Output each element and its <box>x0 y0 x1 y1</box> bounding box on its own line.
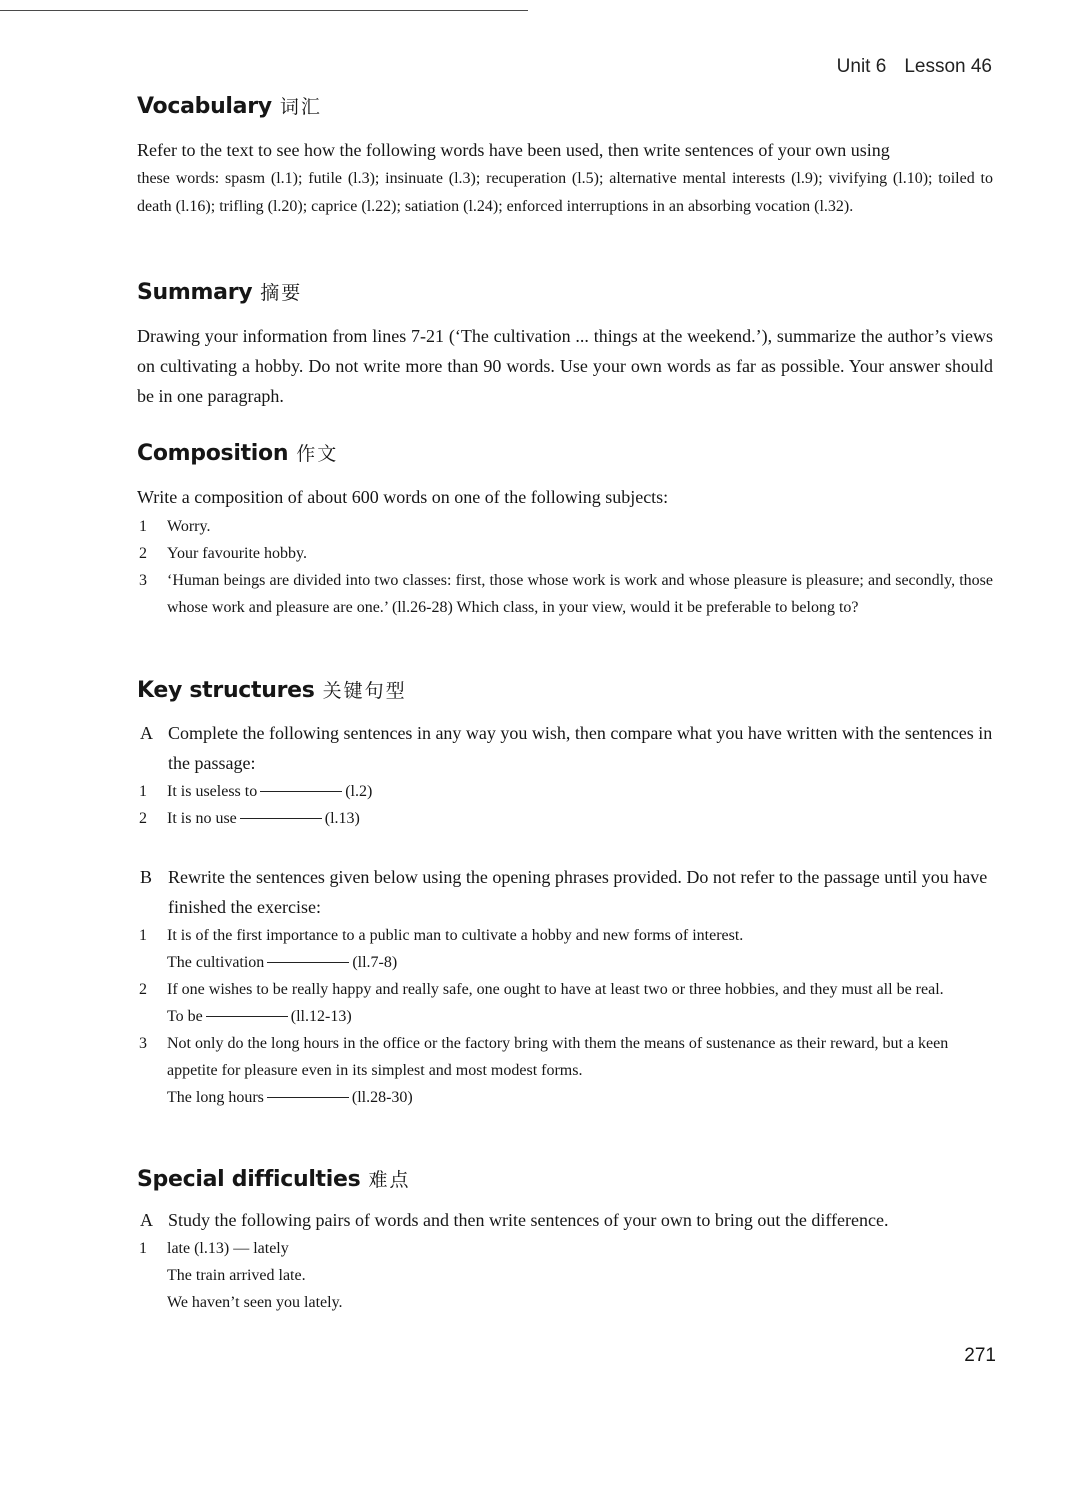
list-item <box>137 922 993 976</box>
item-text: Your favourite hobby. <box>167 545 307 562</box>
item-prefix: It is useless to <box>167 783 258 800</box>
list-item <box>137 1030 993 1111</box>
list-item <box>137 1235 993 1316</box>
exercise-letter: A <box>140 1210 153 1230</box>
example-sentence: We haven’t seen you lately. <box>167 1294 343 1311</box>
item-number: 1 <box>139 518 147 535</box>
list-item <box>137 805 993 832</box>
composition-title-zh: 作文 <box>296 443 339 465</box>
answer-blank <box>267 962 349 963</box>
section-title <box>137 92 993 122</box>
section-title <box>137 278 993 308</box>
exercise-instruction: Rewrite the sentences given below using the opening phrases provided. Do not refer to the passage until you have finished the exercise: <box>168 867 988 917</box>
answer-blank <box>206 1016 288 1017</box>
item-sentence: Not only do the long hours in the office or the factory bring with them the means of sustenance as their reward, but a keen appetite for pleasure even in its simplest and most modest forms. <box>167 1035 949 1079</box>
item-sentence: It is of the first importance to a public man to cultivate a hobby and new forms of interest. <box>167 927 744 944</box>
list-item <box>137 976 993 1030</box>
line-reference: (ll.7-8) <box>352 954 398 971</box>
item-text: Worry. <box>167 518 211 535</box>
special-difficulties-title-zh: 难点 <box>368 1169 411 1191</box>
answer-blank <box>267 1097 349 1098</box>
item-number: 2 <box>139 545 147 562</box>
section-title <box>137 676 993 706</box>
line-reference: (ll.12-13) <box>290 1008 352 1025</box>
vocabulary-title: Vocabulary <box>137 94 272 119</box>
word-pair: late (l.13) — lately <box>167 1240 289 1257</box>
example-sentence: The train arrived late. <box>167 1267 306 1284</box>
opening-phrase: The long hours <box>167 1089 264 1106</box>
special-difficulties-title: Special difficulties <box>137 1167 361 1192</box>
item-prefix: It is no use <box>167 810 237 827</box>
line-reference: (l.13) <box>324 810 360 827</box>
summary-title: Summary <box>137 280 253 305</box>
item-number: 3 <box>139 1035 147 1052</box>
item-number: 2 <box>139 981 147 998</box>
page-number: 271 <box>964 1345 996 1366</box>
exercise-a <box>137 718 993 778</box>
vocabulary-intro: Refer to the text to see how the following words have been used, then write sentences of your own using <box>137 140 890 160</box>
item-number: 1 <box>139 783 147 800</box>
exercise-instruction: Study the following pairs of words and then write sentences of your own to bring out the difference. <box>168 1210 889 1230</box>
list-item <box>137 567 993 621</box>
exercise-instruction: Complete the following sentences in any way you wish, then compare what you have written with the sentences in the passage: <box>168 723 993 773</box>
exercise-letter: B <box>140 867 153 887</box>
answer-blank <box>240 818 322 819</box>
running-head <box>837 56 992 78</box>
summary-section <box>137 278 993 411</box>
answer-blank <box>260 791 342 792</box>
item-number: 1 <box>139 1240 147 1257</box>
exercise-b <box>137 862 993 922</box>
exercise-letter: A <box>140 723 153 743</box>
vocabulary-title-zh: 词汇 <box>279 96 322 118</box>
key-structures-title-zh: 关键句型 <box>322 680 407 702</box>
section-title <box>137 1165 993 1195</box>
exercise-a <box>137 1205 993 1235</box>
summary-title-zh: 摘要 <box>260 282 303 304</box>
item-number: 1 <box>139 927 147 944</box>
item-text: ‘Human beings are divided into two classes: first, those whose work is work and whose pleasure is pleasure; and secondly, those whose work and pleasure are one.’ (ll.26-28) Which class, in your view, would it be preferable to belong to? <box>167 572 993 616</box>
key-structures-title: Key structures <box>137 678 315 703</box>
unit-label: Unit 6 <box>836 56 887 77</box>
list-item <box>137 778 993 805</box>
item-number: 3 <box>139 572 147 589</box>
line-reference: (ll.28-30) <box>351 1089 413 1106</box>
top-rule <box>0 10 528 11</box>
vocabulary-section <box>137 92 993 221</box>
composition-section <box>137 439 993 621</box>
list-item <box>137 513 993 540</box>
composition-title: Composition <box>137 441 289 466</box>
vocabulary-words: these words: spasm (l.1); futile (l.3); insinuate (l.3); recuperation (l.5); alternative mental interests (l.9); vivifying (l.10); toiled to death (l.16); trifling (l.20); caprice (l.22); satiation (l.24); enforced interruptions in an absorbing vocation (l.32). <box>137 170 993 215</box>
composition-intro: Write a composition of about 600 words on one of the following subjects: <box>137 487 669 507</box>
lesson-label: Lesson 46 <box>904 56 992 77</box>
list-item <box>137 540 993 567</box>
opening-phrase: The cultivation <box>167 954 265 971</box>
line-reference: (l.2) <box>345 783 373 800</box>
item-sentence: If one wishes to be really happy and really safe, one ought to have at least two or three hobbies, and they must all be real. <box>167 981 944 998</box>
opening-phrase: To be <box>167 1008 203 1025</box>
summary-text: Drawing your information from lines 7-21 (‘The cultivation ... things at the weekend.’), summarize the author’s views on cultivating a hobby. Do not write more than 90 words. Use your own words as far as possible. Your answer should be in one paragraph. <box>137 326 993 406</box>
section-title <box>137 439 993 469</box>
key-structures-section <box>137 676 993 1111</box>
item-number: 2 <box>139 810 147 827</box>
special-difficulties-section <box>137 1165 993 1316</box>
